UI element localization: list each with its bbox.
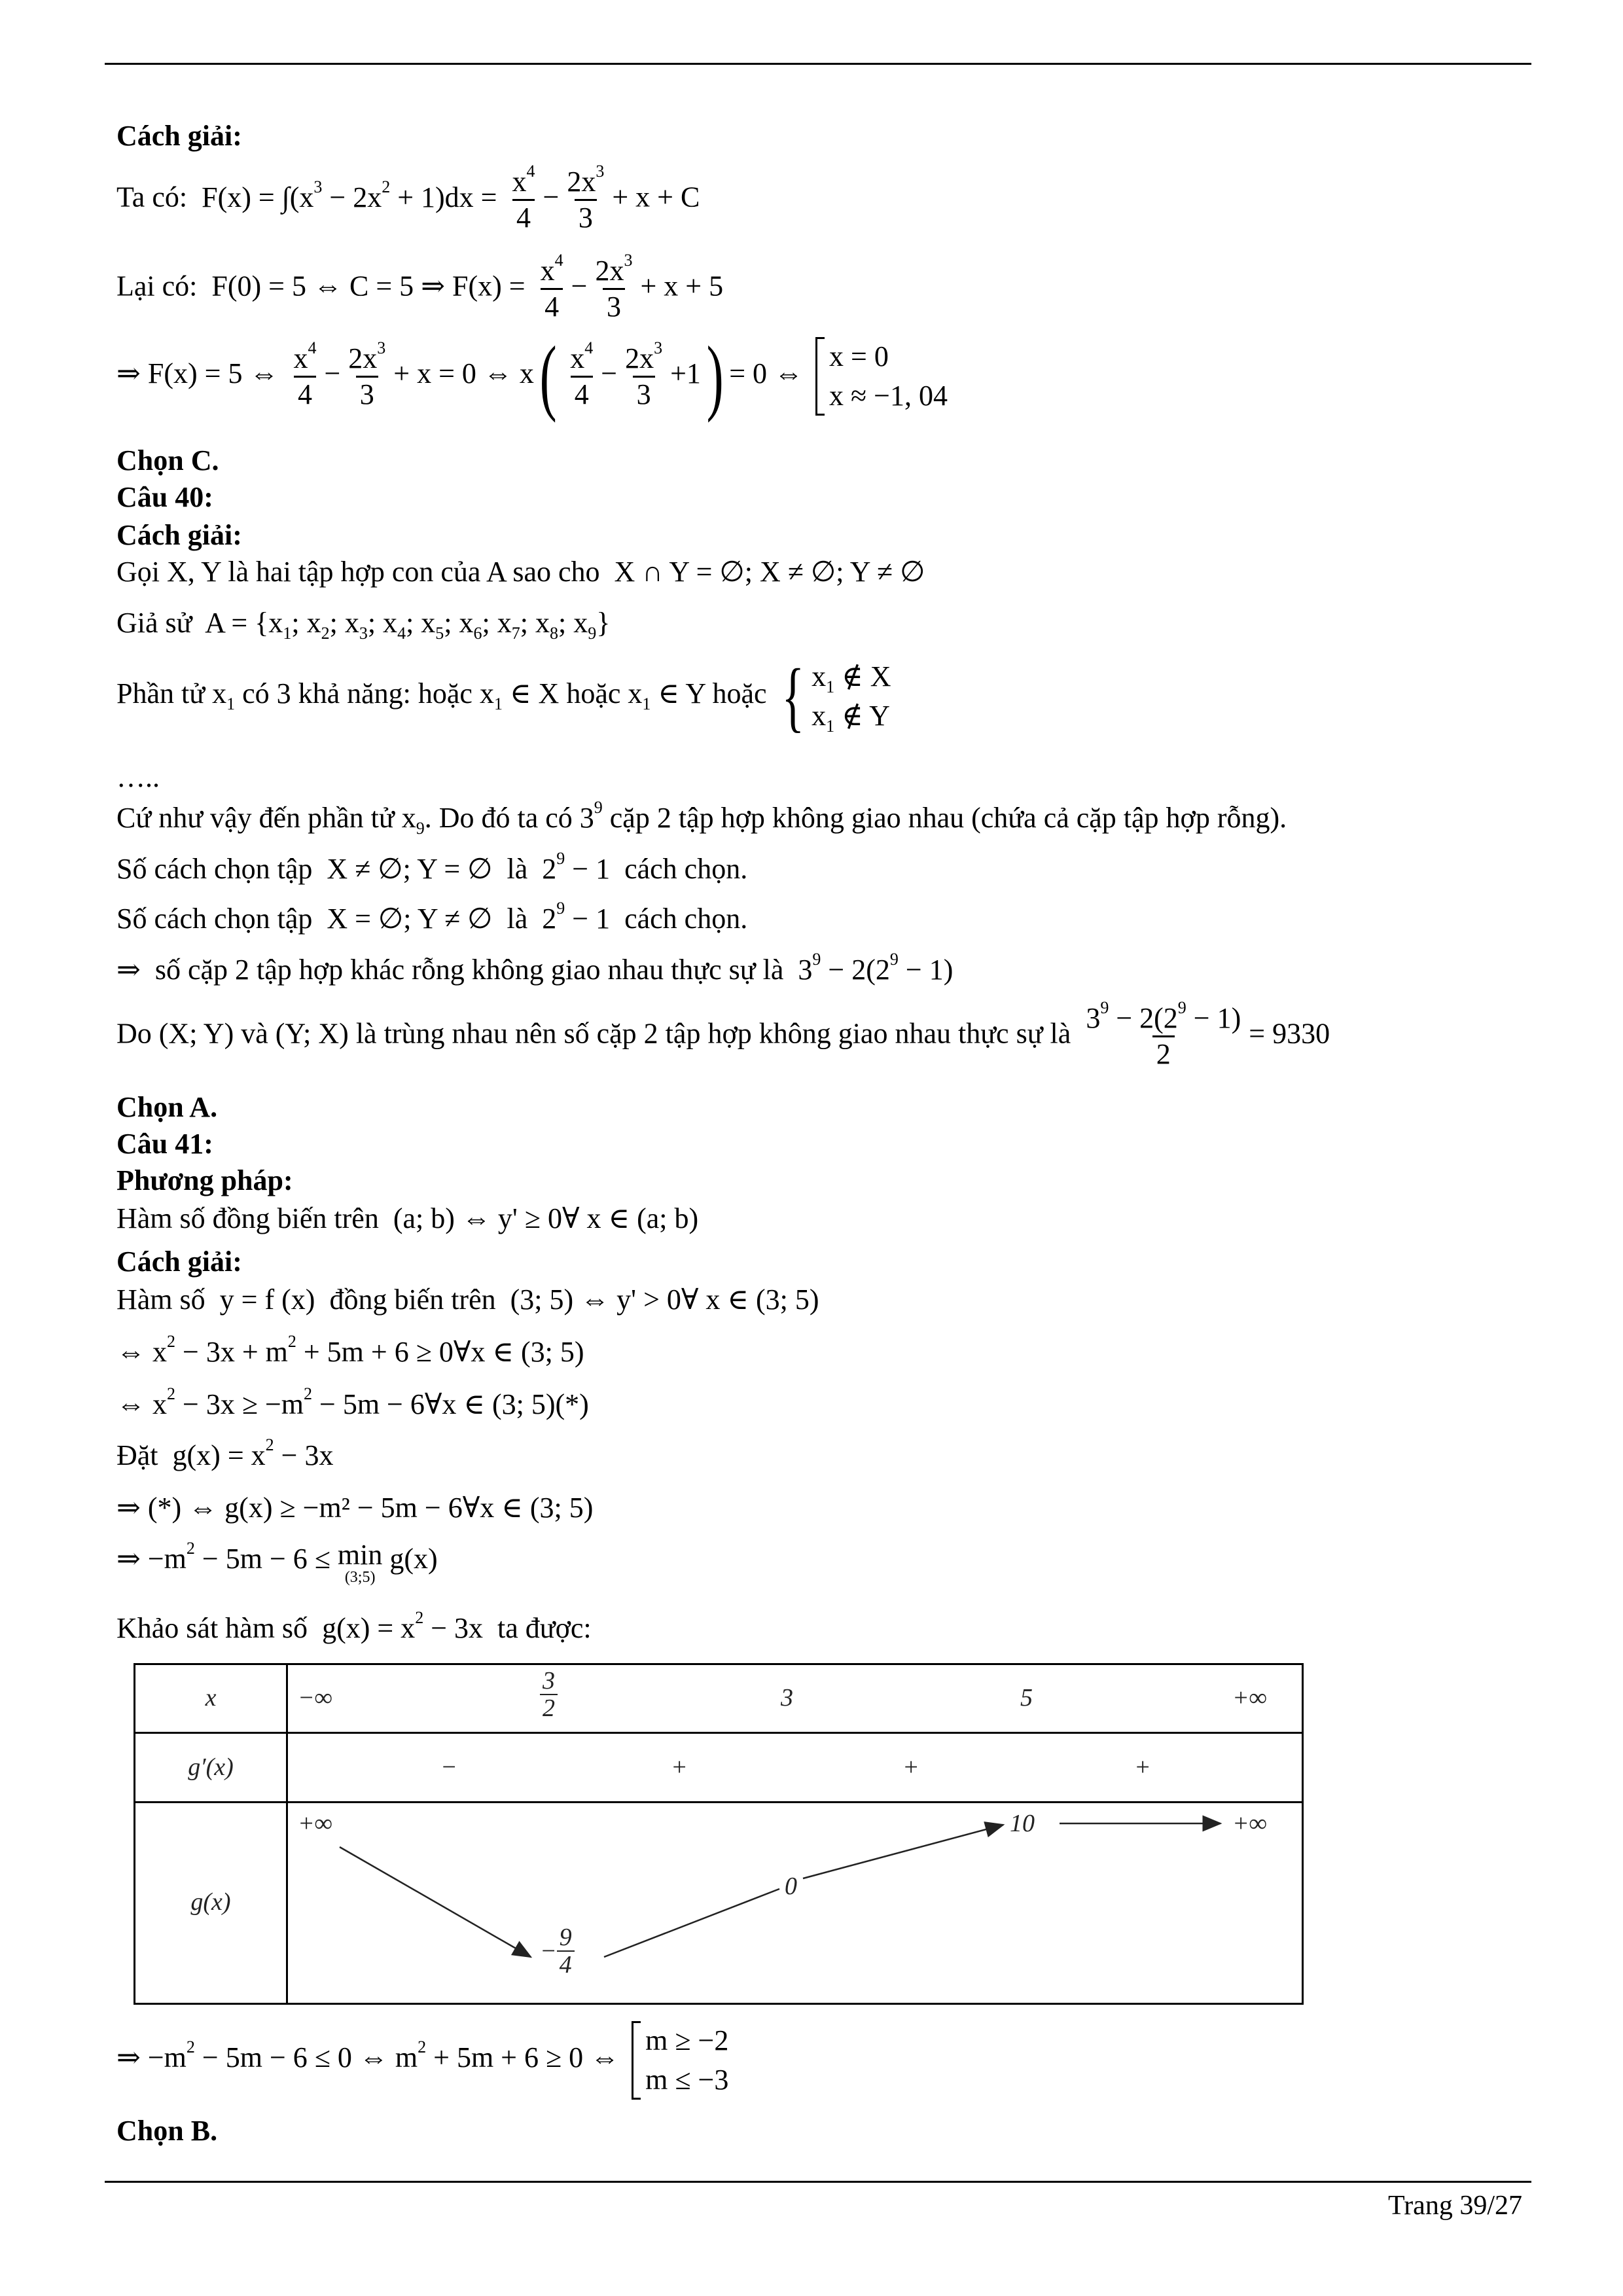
variation-arrows — [135, 1665, 1302, 2003]
sign: + — [1134, 1753, 1151, 1781]
row-label-derivative: g′(x) — [188, 1753, 234, 1781]
x-value: +∞ — [1232, 1684, 1267, 1712]
text-line: Số cách chọn tập X ≠ ∅; Y = ∅ là $2^9 - 1$ cách chọn. — [116, 849, 748, 885]
text-line: Phần tử $x_1$ có 3 khả năng: hoặc $x_1$ ∈ X hoặc $x_1$ ∈ Y hoặc { $x_1$ ∉ X $x_1$ ∉ Y — [116, 653, 891, 740]
math: $F(x) = \int(x^3 - 2x^2 + 1)dx$ = — [202, 177, 497, 213]
formula-line: ⇔ $x^2 - 3x + m^2 + 5m + 6$ ≥ 0∀x ∈ (3; 5) — [116, 1332, 584, 1368]
text-line: Giả sử $A = \{x_1$; $x_2$; $x_3$; $x_4$; $x_5$; $x_6$; $x_7$; $x_8$; $x_9$} — [116, 607, 611, 643]
sign: + — [902, 1753, 919, 1781]
row-label-x: x — [205, 1684, 217, 1712]
x-value-fraction: 3 2 — [540, 1668, 558, 1721]
g-value: 0 — [785, 1873, 797, 1900]
section-heading: Cách giải: — [116, 1246, 242, 1278]
section-heading: Cách giải: — [116, 120, 242, 152]
fraction: $\frac{x^4}{4}$ — [570, 338, 594, 410]
question-title: Câu 41: — [116, 1128, 213, 1160]
section-heading: Phương pháp: — [116, 1164, 293, 1196]
text-line: Cứ như vậy đến phần tử $x_9$. Do đó ta có $3^9$ cặp 2 tập hợp không giao nhau (chứa cả cặp tập hợp rỗng). — [116, 798, 1287, 838]
fraction: $\frac{2x^3}{3}$ — [348, 338, 386, 410]
g-min-value: − $\frac{9}{4}$ — [540, 1924, 575, 1978]
text-line: Do (X; Y) và (Y; X) là trùng nhau nên số cặp 2 tập hợp không giao nhau thực sự là $\frac{3^9 - 2(2^9 - 1)}{2}$ = 9330 — [116, 998, 1330, 1070]
sign: + — [671, 1753, 688, 1781]
fraction: $\frac{3^9 - 2(2^9 - 1)}{2}$ — [1086, 998, 1241, 1070]
case-bracket: m ≥ −2 m ≤ −3 — [632, 2021, 728, 2100]
arrow-down — [340, 1847, 531, 1957]
question-title: Câu 40: — [116, 481, 213, 513]
fraction: $\frac{2x^3}{3}$ — [567, 162, 605, 234]
sign: − — [440, 1753, 457, 1781]
answer: Chọn B. — [116, 2115, 218, 2147]
formula-line: ⇔ $x^2 - 3x \ge -m^2 - 5m$ − 6∀x ∈ (3; 5)(*) — [116, 1384, 589, 1420]
formula-line: ⇒ $-m^2 - 5m - 6 \le \min$ (3;5) g(x) — [116, 1539, 438, 1586]
text: Lại có: — [116, 270, 198, 302]
formula-line: ⇒ $-m^2 - 5m - 6 \le 0$ ⇔ $m^2 + 5m + 6 \ge 0$ ⇔ m ≥ −2 m ≤ −3 — [116, 2021, 728, 2100]
text: Ta có: — [116, 181, 188, 213]
header-rule — [105, 63, 1531, 65]
row-label-function: g(x) — [190, 1888, 231, 1916]
footer-rule — [105, 2181, 1531, 2183]
g-value: +∞ — [298, 1810, 332, 1837]
fraction: $\frac{x^4}{4}$ — [540, 251, 563, 323]
text-line: ⇒ số cặp 2 tập hợp khác rỗng không giao nhau thực sự là $3^9 - 2(2^9 - 1)$ — [116, 950, 954, 986]
fraction: $\frac{2x^3}{3}$ — [625, 338, 663, 410]
arrow-up — [803, 1825, 1003, 1878]
fraction: $\frac{x^4}{4}$ — [512, 162, 535, 234]
formula-line: ⇒ (*) ⇔ g(x) ≥ −m² − 5m − 6∀x ∈ (3; 5) — [116, 1492, 594, 1524]
math: F(0) = 5 ⇔ C = 5 ⇒ F(x) = — [211, 270, 526, 302]
section-heading: Cách giải: — [116, 519, 242, 551]
ellipsis: ….. — [116, 761, 160, 793]
answer: Chọn C. — [116, 444, 219, 476]
fraction: $\frac{2x^3}{3}$ — [595, 251, 633, 323]
variation-table — [134, 1663, 1304, 2005]
page-number: Trang 39/27 — [1388, 2191, 1522, 2221]
x-value: 3 — [781, 1684, 793, 1712]
text-line: Gọi X, Y là hai tập hợp con của A sao cho X ∩ Y = ∅; X ≠ ∅; Y ≠ ∅ — [116, 556, 925, 588]
text-line: Khảo sát hàm số $g(x) = x^2 - 3x$ ta được: — [116, 1608, 592, 1644]
g-value: +∞ — [1232, 1810, 1267, 1837]
answer: Chọn A. — [116, 1091, 218, 1123]
formula-line: ⇒ F(x) = 5 ⇔ $\frac{x^4}{4}$ − $\frac{2x^3}{3}$ + x = 0 ⇔ x( $\frac{x^4}{4}$ − $\frac{2x^3}{3}$ +1) = 0 ⇔ x = 0 x ≈ −1, 04 — [116, 329, 948, 423]
text-line: Hàm số y = f (x) đồng biến trên (3; 5) ⇔ y' > 0∀ x ∈ (3; 5) — [116, 1283, 819, 1316]
g-value: 10 — [1010, 1810, 1035, 1837]
text-line: Hàm số đồng biến trên (a; b) ⇔ y' ≥ 0∀ x ∈ (a; b) — [116, 1202, 699, 1234]
case-brace: $x_1$ ∉ X $x_1$ ∉ Y — [812, 660, 891, 736]
arrow-up-segment — [604, 1889, 779, 1957]
x-value: 5 — [1020, 1684, 1033, 1712]
fraction: $\frac{x^4}{4}$ — [293, 338, 317, 410]
formula-line: Đặt $g(x) = x^2 - 3x$ — [116, 1435, 334, 1471]
formula-line: Ta có: $F(x) = \int(x^3 - 2x^2 + 1)dx$ = $\frac{x^4}{4}$ − $\frac{2x^3}{3}$ + x + C — [116, 162, 700, 234]
case-bracket: x = 0 x ≈ −1, 04 — [815, 337, 948, 416]
text-line: Số cách chọn tập X = ∅; Y ≠ ∅ là $2^9 - 1$ cách chọn. — [116, 899, 748, 935]
x-value: −∞ — [298, 1684, 332, 1712]
formula-line: Lại có: F(0) = 5 ⇔ C = 5 ⇒ F(x) = $\frac{x^4}{4}$ − $\frac{2x^3}{3}$ + x + 5 — [116, 251, 724, 323]
